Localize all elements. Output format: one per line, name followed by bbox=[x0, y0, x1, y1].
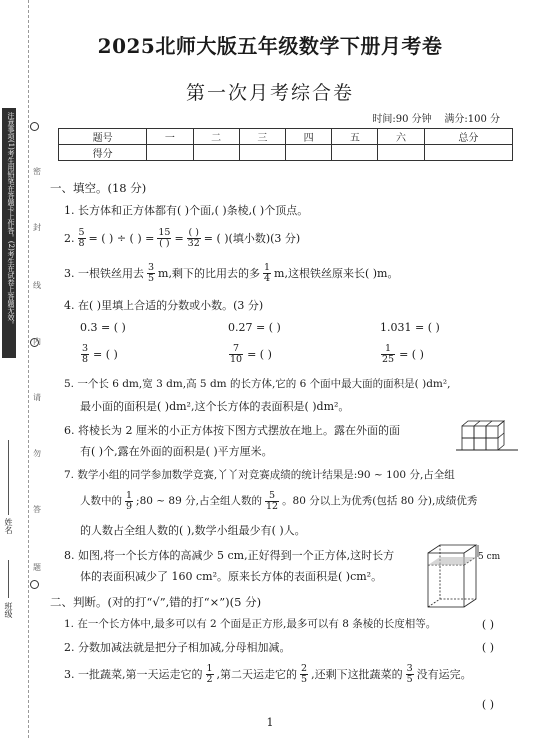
score-table bbox=[58, 128, 513, 161]
score-header-row bbox=[59, 129, 513, 145]
q2-text: = ( ) ÷ ( ) = bbox=[88, 231, 155, 245]
fraction: $\frac{2}{5}$ bbox=[301, 663, 308, 685]
side-char: 密 bbox=[33, 167, 41, 176]
q4-tail: = ( ) bbox=[399, 347, 424, 361]
fraction: $\frac{1}{9}$ bbox=[126, 490, 133, 512]
question-1-7-line3: 的人数占全组人数的( ),数学小组最少有( )人。 bbox=[80, 524, 306, 537]
q-text: 没有运完。 bbox=[416, 667, 472, 681]
cubes-figure bbox=[456, 420, 522, 460]
exam-title: 2025北师大版五年级数学下册月考卷 bbox=[97, 34, 443, 58]
q3-text: m,剩下的比用去的多 bbox=[158, 266, 260, 280]
side-char: 勿 bbox=[33, 449, 41, 458]
score-cell[interactable] bbox=[147, 145, 193, 161]
q4-tail: = ( ) bbox=[93, 347, 118, 361]
name-field-line[interactable] bbox=[8, 440, 9, 515]
fraction: $\frac{3}{5}$ bbox=[406, 663, 413, 685]
q7-text: ;80 ~ 89 分,占全组人数的 bbox=[136, 495, 262, 508]
page-number: 1 bbox=[266, 716, 274, 729]
score-cell[interactable] bbox=[424, 145, 512, 161]
q4-item: 0.27 = ( ) bbox=[228, 321, 281, 334]
score-row bbox=[59, 145, 513, 161]
question-2-1: 1. 在一个长方体中,最多可以有 2 个面是正方形,最多可以有 8 条棱的长度相等。 bbox=[64, 618, 437, 630]
q-text: ,第二天运走它的 bbox=[216, 667, 298, 681]
score-cell[interactable] bbox=[193, 145, 239, 161]
cuboid-figure bbox=[424, 541, 484, 611]
question-1-5-line2: 最小面的面积是( )dm²,这个长方体的表面积是( )dm²。 bbox=[80, 400, 350, 413]
binding-dashed-line bbox=[28, 0, 29, 738]
q2-text: = bbox=[174, 231, 184, 245]
score-cell[interactable] bbox=[239, 145, 285, 161]
score-header-cell: 四 bbox=[285, 129, 331, 145]
score-header-cell: 一 bbox=[147, 129, 193, 145]
q4-item bbox=[80, 344, 118, 365]
answer-paren[interactable]: ( ) bbox=[481, 618, 494, 631]
notice-tab: 注意事项(1)考生用铅笔在答题卡上作答。(2)考生在试卷上答题无效。 bbox=[2, 108, 16, 358]
score-row-label: 得分 bbox=[59, 145, 147, 161]
fraction: $\frac{3}{8}$ bbox=[82, 343, 89, 365]
fraction: $\frac{7}{10}$ bbox=[230, 343, 243, 365]
q7-text: 人数中的 bbox=[80, 495, 122, 508]
binding-hole bbox=[30, 122, 39, 131]
question-1-6-line2: 有( )个,露在外面的面积是( )平方厘米。 bbox=[80, 445, 273, 458]
exam-subtitle: 第一次月考综合卷 bbox=[185, 82, 354, 104]
q4-item: 1.031 = ( ) bbox=[380, 321, 440, 334]
score-header-cell: 总分 bbox=[424, 129, 512, 145]
section2-heading: 二、判断。(对的打“√”,错的打“×”)(5 分) bbox=[50, 595, 262, 609]
section1-heading: 一、填空。(18 分) bbox=[50, 181, 147, 195]
score-cell[interactable] bbox=[332, 145, 378, 161]
question-1-7-line1: 7. 数学小组的同学参加数学竞赛,丫丫对竞赛成绩的统计结果是:90 ~ 100 分,占全组 bbox=[64, 469, 455, 481]
score-header-cell: 三 bbox=[239, 129, 285, 145]
question-1-1: 1. 长方体和正方体都有( )个面,( )条棱,( )个顶点。 bbox=[64, 204, 309, 217]
fraction: $\frac{15}{( )}$ bbox=[158, 227, 171, 249]
question-1-8-line2: 体的表面积减少了 160 cm²。原来长方体的表面积是( )cm²。 bbox=[80, 570, 383, 583]
fraction: $\frac{5}{8}$ bbox=[78, 227, 85, 249]
score-cell[interactable] bbox=[378, 145, 424, 161]
score-header-cell: 题号 bbox=[59, 129, 147, 145]
side-char: 题 bbox=[33, 563, 41, 572]
q4-item bbox=[228, 344, 272, 365]
q-text: 3. 一批蔬菜,第一天运走它的 bbox=[64, 667, 203, 681]
class-label: 班级 bbox=[4, 602, 13, 618]
question-1-2 bbox=[64, 228, 300, 249]
question-1-8-line1: 8. 如图,将一个长方体的高减少 5 cm,正好得到一个正方体,这时长方 bbox=[64, 549, 395, 562]
question-1-6-line1: 6. 将棱长为 2 厘米的小正方体按下图方式摆放在地上。露在外面的面 bbox=[64, 424, 400, 437]
q3-text: 3. 一根铁丝用去 bbox=[64, 266, 144, 280]
side-char: 线 bbox=[33, 281, 41, 290]
question-1-4: 4. 在( )里填上合适的分数或小数。(3 分) bbox=[64, 299, 264, 312]
q2-prefix: 2. bbox=[64, 231, 75, 245]
question-2-2: 2. 分数加减法就是把分子相加减,分母相加减。 bbox=[64, 641, 291, 654]
q3-text: m,这根铁丝原来长( )m。 bbox=[274, 266, 399, 280]
side-char: 内 bbox=[33, 337, 41, 346]
cuboid-label: 5 cm bbox=[478, 552, 501, 562]
side-char: 封 bbox=[33, 223, 41, 232]
fraction: $\frac{( )}{32}$ bbox=[187, 227, 200, 249]
question-1-3 bbox=[64, 263, 398, 284]
binding-hole bbox=[30, 580, 39, 589]
answer-paren[interactable]: ( ) bbox=[481, 641, 494, 654]
q7-text: 。80 分以上为优秀(包括 80 分),成绩优秀 bbox=[282, 495, 478, 508]
answer-paren[interactable]: ( ) bbox=[481, 698, 494, 711]
question-1-5-line1: 5. 一个长 6 dm,宽 3 dm,高 5 dm 的长方体,它的 6 个面中最大面的面积是( )dm², bbox=[64, 378, 451, 390]
fraction: $\frac{1}{2}$ bbox=[206, 663, 213, 685]
name-label: 姓名 bbox=[4, 518, 13, 534]
side-char: 答 bbox=[33, 505, 41, 514]
fraction: $\frac{1}{4}$ bbox=[263, 262, 271, 284]
class-field-line[interactable] bbox=[8, 560, 9, 598]
q4-tail: = ( ) bbox=[247, 347, 272, 361]
question-2-3 bbox=[64, 664, 472, 685]
time-info: 时间:90 分钟 满分:100 分 bbox=[372, 114, 500, 125]
score-header-cell: 五 bbox=[332, 129, 378, 145]
q-text: ,还剩下这批蔬菜的 bbox=[311, 667, 403, 681]
question-1-7-line2 bbox=[80, 491, 477, 512]
q4-item bbox=[380, 344, 424, 365]
score-cell[interactable] bbox=[285, 145, 331, 161]
q2-text: = ( )(填小数)(3 分) bbox=[203, 231, 301, 245]
q4-item: 0.3 = ( ) bbox=[80, 321, 126, 334]
side-char: 请 bbox=[33, 393, 41, 402]
fraction: $\frac{5}{12}$ bbox=[265, 490, 279, 512]
fraction: $\frac{1}{25}$ bbox=[382, 343, 395, 365]
score-header-cell: 六 bbox=[378, 129, 424, 145]
fraction: $\frac{3}{5}$ bbox=[148, 262, 155, 284]
score-header-cell: 二 bbox=[193, 129, 239, 145]
